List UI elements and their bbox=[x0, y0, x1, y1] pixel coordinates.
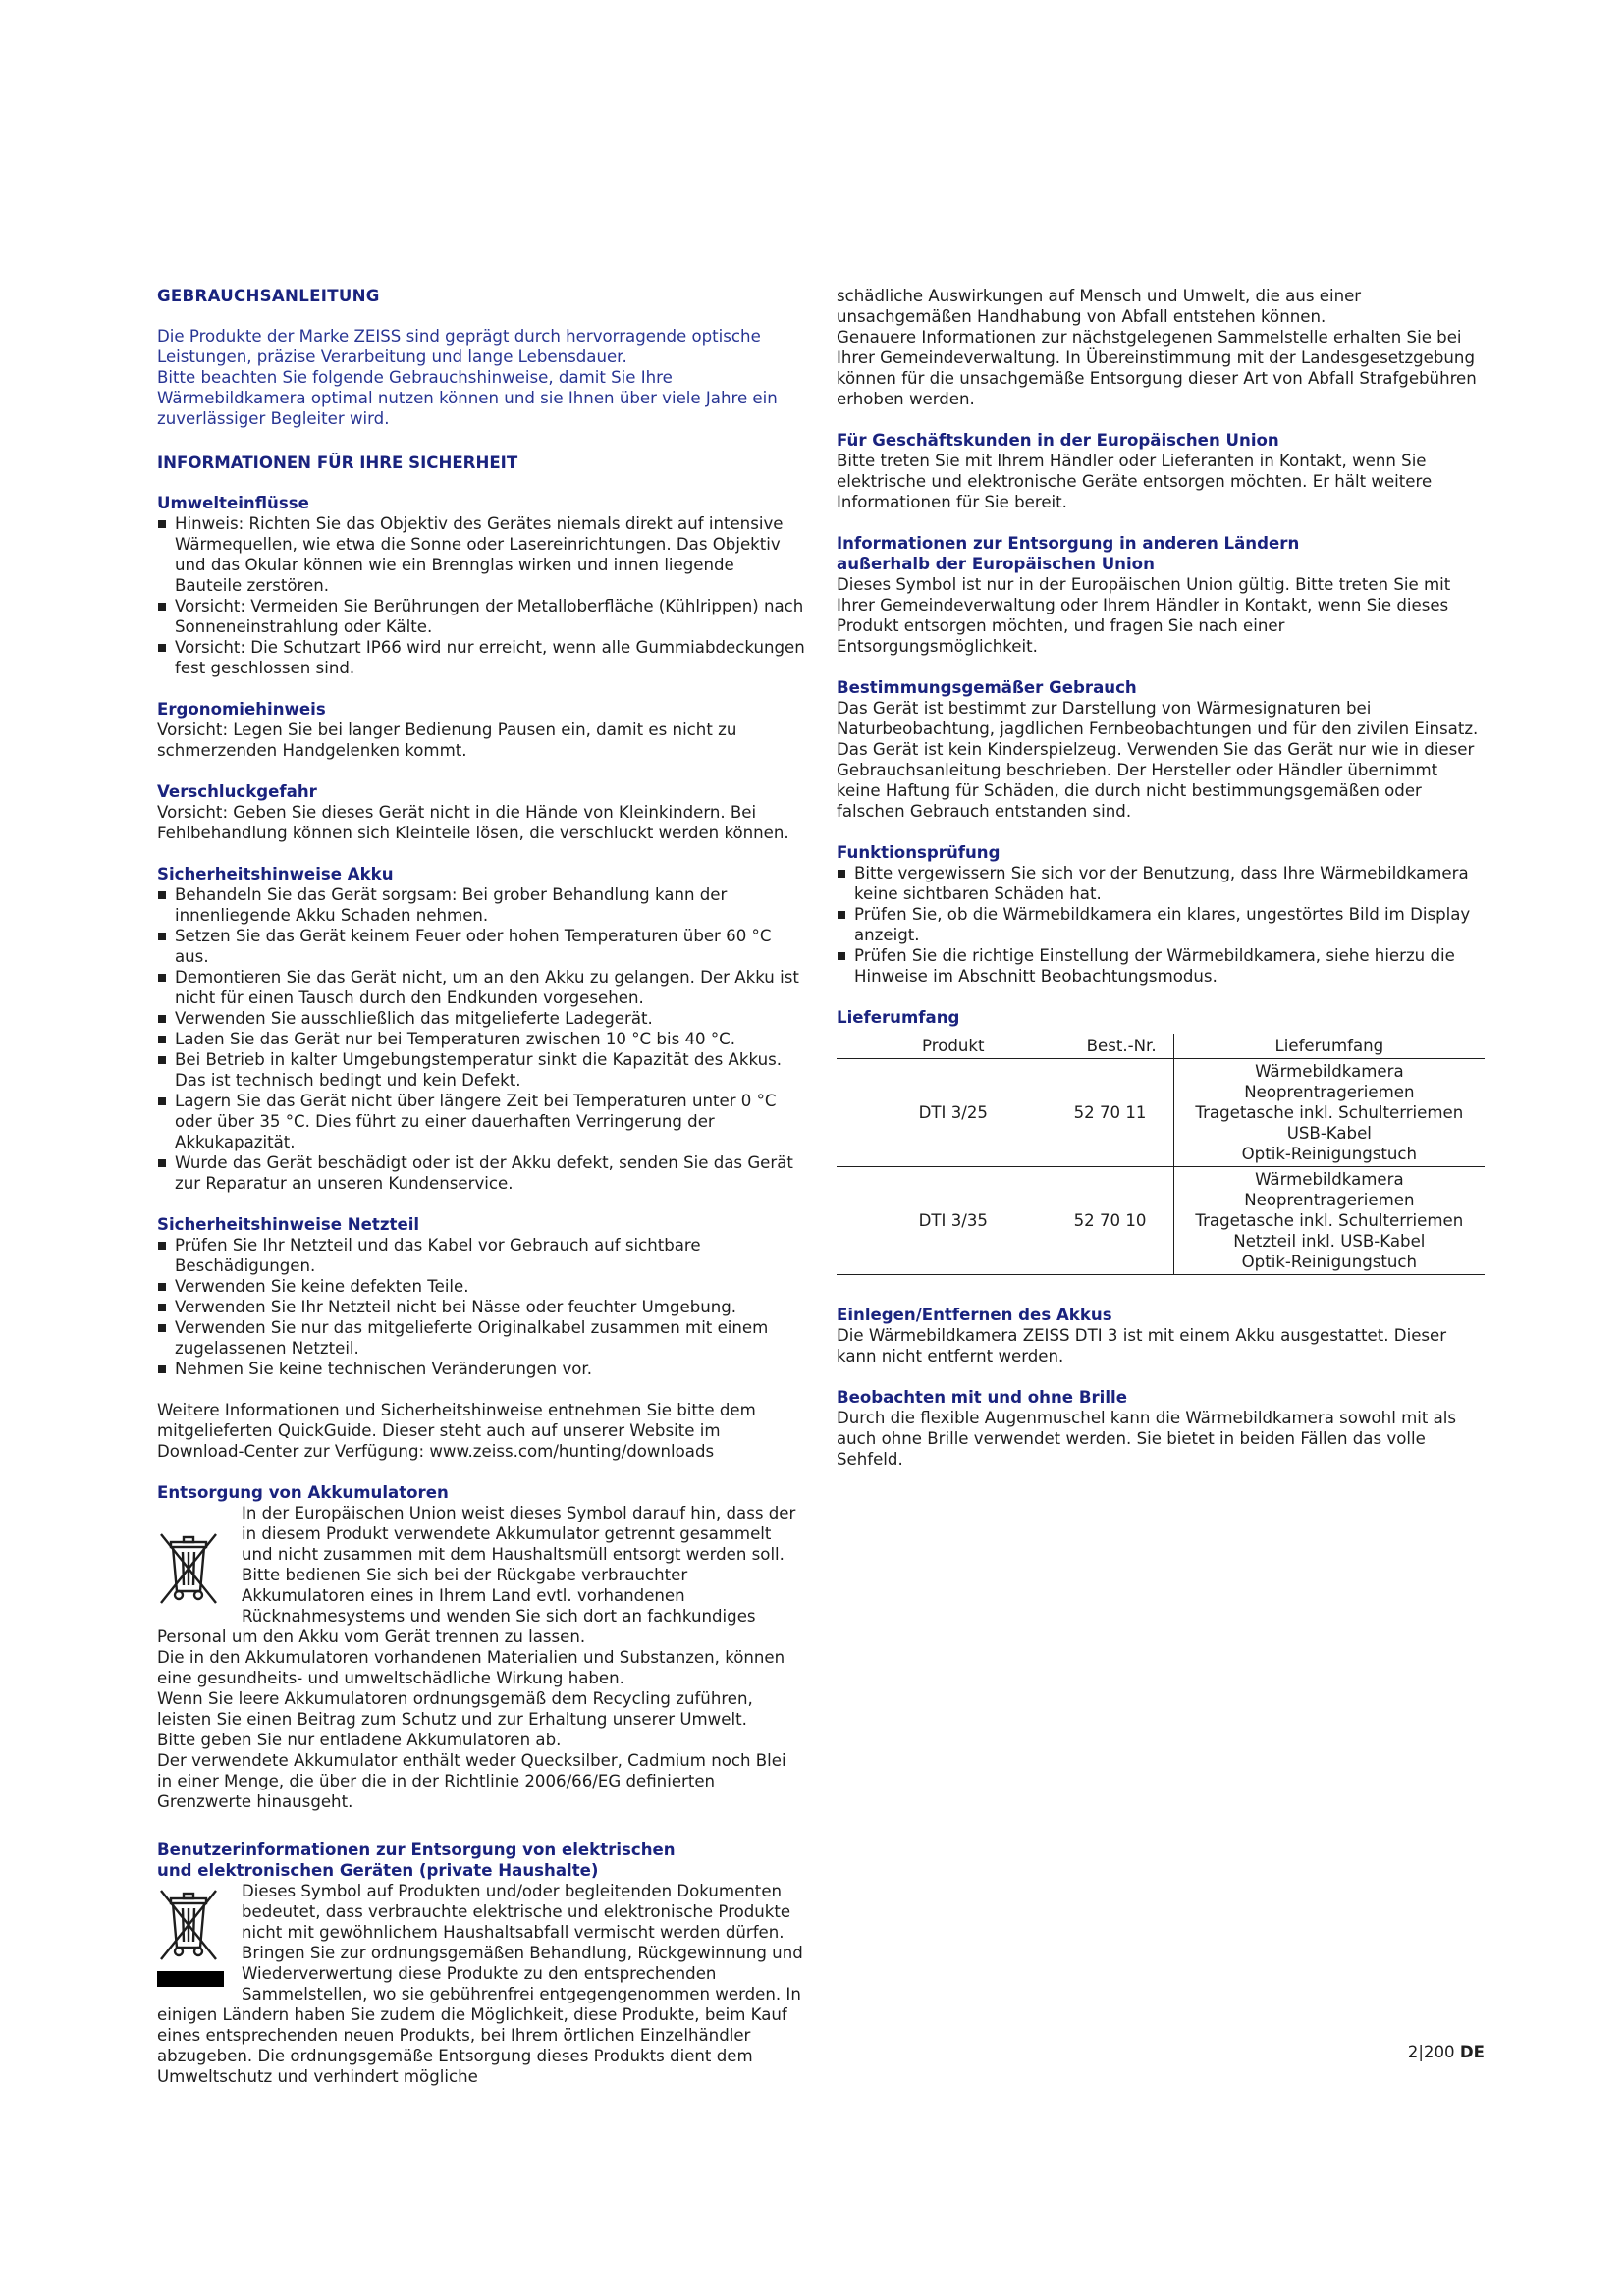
heading-einlegen: Einlegen/Entfernen des Akkus bbox=[837, 1306, 1112, 1324]
list-item: Prüfen Sie, ob die Wärmebildkamera ein klares, ungestörtes Bild im Display anzeigt. bbox=[837, 904, 1485, 945]
text-beobachten: Durch die flexible Augenmuschel kann die Wärmebildkamera sowohl mit als auch ohne Brille verwendet werden. Sie bietet in beiden Fällen das volle Sehfeld. bbox=[837, 1409, 1457, 1468]
language-code: DE bbox=[1459, 2043, 1485, 2061]
list-item: Vorsicht: Vermeiden Sie Berührungen der Metalloberfläche (Kühlrippen) nach Sonneneinstrahlung oder Kälte. bbox=[157, 596, 805, 637]
cell-nr: 52 70 11 bbox=[1070, 1059, 1174, 1167]
scope-item: Wärmebildkamera bbox=[1255, 1062, 1404, 1081]
weee-bin-icon bbox=[157, 1885, 224, 1987]
page-footer bbox=[1408, 2042, 1485, 2062]
cell-umfang bbox=[1173, 1167, 1485, 1275]
text-andere-laender: Dieses Symbol ist nur in der Europäischen Union gültig. Bitte treten Sie mit Ihrer Gemeindeverwaltung oder Ihrem Händler in Kontakt, wenn Sie dieses Produkt entsorgen möchten, und fragen Sie nach einer Entsorgungsmöglichkeit. bbox=[837, 575, 1451, 656]
table-row bbox=[837, 1059, 1485, 1167]
text-akku-entsorgung-2: Die in den Akkumulatoren vorhandenen Materialien und Substanzen, können eine gesundheits- und umweltschädliche Wirkung haben. bbox=[157, 1648, 785, 1687]
intro-paragraph: Bitte beachten Sie folgende Gebrauchshinweise, damit Sie Ihre Wärmebildkamera optimal nutzen können und sie Ihnen über viele Jahre ein zuverlässiger Begleiter wird. bbox=[157, 368, 778, 428]
heading-beobachten: Beobachten mit und ohne Brille bbox=[837, 1388, 1127, 1407]
cell-nr: 52 70 10 bbox=[1070, 1167, 1174, 1275]
left-column bbox=[157, 286, 805, 2087]
page-separator: | bbox=[1418, 2043, 1424, 2061]
right-column bbox=[837, 286, 1485, 1469]
list-item: Verwenden Sie Ihr Netzteil nicht bei Nässe oder feuchter Umgebung. bbox=[157, 1297, 805, 1317]
list-item: Setzen Sie das Gerät keinem Feuer oder hohen Temperaturen über 60 °C aus. bbox=[157, 926, 805, 967]
cell-umfang bbox=[1173, 1059, 1485, 1167]
scope-item: USB-Kabel bbox=[1286, 1124, 1372, 1143]
list-item: Verwenden Sie keine defekten Teile. bbox=[157, 1276, 805, 1297]
text-weitere-info: Weitere Informationen und Sicherheitshinweise entnehmen Sie bitte dem mitgelieferten QuickGuide. Dieser steht auch auf unserer Website im Download-Center zur Verfügung: www.zeiss.com/hunting/downloads bbox=[157, 1401, 756, 1461]
cell-produkt: DTI 3/25 bbox=[837, 1059, 1070, 1167]
column-header-umfang: Lieferumfang bbox=[1173, 1034, 1485, 1059]
heading-umwelt: Umwelteinflüsse bbox=[157, 494, 309, 512]
scope-item: Netzteil inkl. USB-Kabel bbox=[1233, 1232, 1426, 1251]
list-item: Vorsicht: Die Schutzart IP66 wird nur erreicht, wenn alle Gummiabdeckungen fest geschlossen sind. bbox=[157, 637, 805, 678]
text-benutzer: Dieses Symbol auf Produkten und/oder begleitenden Dokumenten bedeutet, dass verbrauchte elektrische und elektronische Produkte nicht mit gewöhnlichem Haushaltsabfall vermischt werden dürfen. Bringen Sie zur ordnungsgemäßen Behandlung, Rückgewinnung und Wiederverwertung diese Produkte zu den entsprechenden Sammelstellen, wo sie gebührenfrei entgegengenommen werden. In einigen Ländern haben Sie zudem die Möglichkeit, diese Produkte, beim Kauf eines entsprechenden neuen Produkts, bei Ihrem örtlichen Einzelhändler abzugeben. Die ordnungsgemäße Entsorgung dieses Produkts dient dem Umweltschutz und verhindert mögliche bbox=[157, 1882, 803, 2086]
scope-item: Tragetasche inkl. Schulterriemen bbox=[1195, 1211, 1464, 1230]
heading-netzteil: Sicherheitshinweise Netzteil bbox=[157, 1215, 420, 1234]
table-row bbox=[837, 1167, 1485, 1275]
scope-item: Neoprentrageriemen bbox=[1244, 1083, 1415, 1101]
list-item: Verwenden Sie ausschließlich das mitgelieferte Ladegerät. bbox=[157, 1008, 805, 1029]
list-item: Laden Sie das Gerät nur bei Temperaturen zwischen 10 °C bis 40 °C. bbox=[157, 1029, 805, 1049]
column-header-nr: Best.-Nr. bbox=[1070, 1034, 1174, 1059]
list-item: Behandeln Sie das Gerät sorgsam: Bei grober Behandlung kann der innenliegende Akku Schaden nehmen. bbox=[157, 884, 805, 926]
text-akku-entsorgung-3: Wenn Sie leere Akkumulatoren ordnungsgemäß dem Recycling zuführen, leisten Sie einen Beitrag zum Schutz und zur Erhaltung unserer Umwelt. bbox=[157, 1689, 753, 1729]
weee-bar-icon bbox=[157, 1971, 224, 1987]
intro-paragraph: Die Produkte der Marke ZEISS sind geprägt durch hervorragende optische Leistungen, präzise Verarbeitung und lange Lebensdauer. bbox=[157, 327, 761, 366]
heading-akku: Sicherheitshinweise Akku bbox=[157, 865, 394, 883]
scope-item: Tragetasche inkl. Schulterriemen bbox=[1195, 1103, 1464, 1122]
heading-akku-entsorgung: Entsorgung von Akkumulatoren bbox=[157, 1483, 449, 1502]
list-akku bbox=[157, 884, 805, 1194]
list-item: Wurde das Gerät beschädigt oder ist der Akku defekt, senden Sie das Gerät zur Reparatur an unseren Kundenservice. bbox=[157, 1152, 805, 1194]
text-continuation-1: schädliche Auswirkungen auf Mensch und Umwelt, die aus einer unsachgemäßen Handhabung von Abfall entstehen können. bbox=[837, 287, 1362, 326]
list-funktion bbox=[837, 863, 1485, 987]
heading-bestimmung: Bestimmungsgemäßer Gebrauch bbox=[837, 678, 1137, 697]
list-netzteil bbox=[157, 1235, 805, 1379]
scope-item: Wärmebildkamera bbox=[1255, 1170, 1404, 1189]
safety-section-title: INFORMATIONEN FÜR IHRE SICHERHEIT bbox=[157, 454, 518, 472]
list-item: Lagern Sie das Gerät nicht über längere Zeit bei Temperaturen unter 0 °C oder über 35 °C. Dies führt zu einer dauerhaften Verringerung der Akkukapazität. bbox=[157, 1091, 805, 1152]
scope-item: Optik-Reinigungstuch bbox=[1241, 1145, 1418, 1163]
battery-disposal-block bbox=[157, 1503, 805, 1812]
text-akku-entsorgung-5: Der verwendete Akkumulator enthält weder Quecksilber, Cadmium noch Blei in einer Menge, die über die in der Richtlinie 2006/66/EG definierten Grenzwerte hinausgeht. bbox=[157, 1751, 786, 1811]
delivery-table bbox=[837, 1034, 1485, 1275]
heading-funktion: Funktionsprüfung bbox=[837, 843, 1001, 862]
weee-disposal-block bbox=[157, 1881, 805, 2087]
page-number: 2 bbox=[1407, 2043, 1419, 2061]
text-verschluck: Vorsicht: Geben Sie dieses Gerät nicht in die Hände von Kleinkindern. Bei Fehlbehandlung können sich Kleinteile lösen, die verschluckt werden können. bbox=[157, 803, 789, 842]
scope-item: Neoprentrageriemen bbox=[1244, 1191, 1415, 1209]
scope-item: Optik-Reinigungstuch bbox=[1241, 1253, 1418, 1271]
heading-lieferumfang: Lieferumfang bbox=[837, 1008, 960, 1027]
text-akku-entsorgung-1: In der Europäischen Union weist dieses Symbol darauf hin, dass der in diesem Produkt verwendete Akkumulator getrennt gesammelt und nicht zusammen mit dem Haushaltsmüll entsorgt werden soll. Bitte bedienen Sie sich bei der Rückgabe verbrauchter Akkumulatoren eines in Ihrem Land evtl. vorhandenen Rücknahmesystems und wenden Sie sich dort an fachkundiges Personal um den Akku vom Gerät trennen zu lassen. bbox=[157, 1504, 796, 1646]
heading-andere-laender-2: außerhalb der Europäischen Union bbox=[837, 555, 1155, 573]
list-item: Nehmen Sie keine technischen Veränderungen vor. bbox=[157, 1359, 805, 1379]
heading-geschaeftskunden: Für Geschäftskunden in der Europäischen Union bbox=[837, 431, 1279, 450]
list-item: Verwenden Sie nur das mitgelieferte Originalkabel zusammen mit einem zugelassenen Netzteil. bbox=[157, 1317, 805, 1359]
text-continuation-2: Genauere Informationen zur nächstgelegenen Sammelstelle erhalten Sie bei Ihrer Gemeindeverwaltung. In Übereinstimmung mit der Landesgesetzgebung können für die unsachgemäße Entsorgung dieser Art von Abfall Strafgebühren erhoben werden. bbox=[837, 328, 1477, 408]
text-ergonomie: Vorsicht: Legen Sie bei langer Bedienung Pausen ein, damit es nicht zu schmerzenden Handgelenken kommt. bbox=[157, 721, 737, 760]
list-item: Prüfen Sie Ihr Netzteil und das Kabel vor Gebrauch auf sichtbare Beschädigungen. bbox=[157, 1235, 805, 1276]
heading-andere-laender-1: Informationen zur Entsorgung in anderen Ländern bbox=[837, 534, 1300, 553]
heading-verschluck: Verschluckgefahr bbox=[157, 782, 317, 801]
document-title: GEBRAUCHSANLEITUNG bbox=[157, 287, 380, 305]
cell-produkt: DTI 3/35 bbox=[837, 1167, 1070, 1275]
list-item: Demontieren Sie das Gerät nicht, um an den Akku zu gelangen. Der Akku ist nicht für einen Tausch durch den Endkunden vorgesehen. bbox=[157, 967, 805, 1008]
text-bestimmung: Das Gerät ist bestimmt zur Darstellung von Wärmesignaturen bei Naturbeobachtung, jagdlichen Fernbeobachtungen und für den zivilen Einsatz. Das Gerät ist kein Kinderspielzeug. Verwenden Sie das Gerät nur wie in dieser Gebrauchsanleitung beschrieben. Der Hersteller oder Händler übernimmt keine Haftung für Schäden, die durch nicht bestimmungsgemäßen oder falschen Gebrauch entstanden sind. bbox=[837, 699, 1479, 821]
text-akku-entsorgung-4: Bitte geben Sie nur entladene Akkumulatoren ab. bbox=[157, 1731, 562, 1749]
heading-benutzer-2: und elektronischen Geräten (private Haushalte) bbox=[157, 1861, 599, 1880]
heading-ergonomie: Ergonomiehinweis bbox=[157, 700, 326, 719]
column-header-produkt: Produkt bbox=[837, 1034, 1070, 1059]
crossed-bin-icon bbox=[157, 1528, 224, 1607]
list-item: Hinweis: Richten Sie das Objektiv des Gerätes niemals direkt auf intensive Wärmequellen, wie etwa die Sonne oder Lasereinrichtungen. Das Objektiv und das Okular können wie ein Brennglas wirken und innen liegende Bauteile zerstören. bbox=[157, 513, 805, 596]
text-geschaeftskunden: Bitte treten Sie mit Ihrem Händler oder Lieferanten in Kontakt, wenn Sie elektrische und elektronische Geräte entsorgen möchten. Er hält weitere Informationen für Sie bereit. bbox=[837, 452, 1433, 511]
page-total: 200 bbox=[1423, 2043, 1455, 2061]
list-item: Bitte vergewissern Sie sich vor der Benutzung, dass Ihre Wärmebildkamera keine sichtbaren Schäden hat. bbox=[837, 863, 1485, 904]
list-umwelt bbox=[157, 513, 805, 678]
intro bbox=[157, 326, 805, 429]
heading-benutzer-1: Benutzerinformationen zur Entsorgung von elektrischen bbox=[157, 1841, 676, 1859]
list-item: Bei Betrieb in kalter Umgebungstemperatur sinkt die Kapazität des Akkus. Das ist technisch bedingt und kein Defekt. bbox=[157, 1049, 805, 1091]
text-einlegen: Die Wärmebildkamera ZEISS DTI 3 ist mit einem Akku ausgestattet. Dieser kann nicht entfernt werden. bbox=[837, 1326, 1447, 1365]
list-item: Prüfen Sie die richtige Einstellung der Wärmebildkamera, siehe hierzu die Hinweise im Abschnitt Beobachtungsmodus. bbox=[837, 945, 1485, 987]
